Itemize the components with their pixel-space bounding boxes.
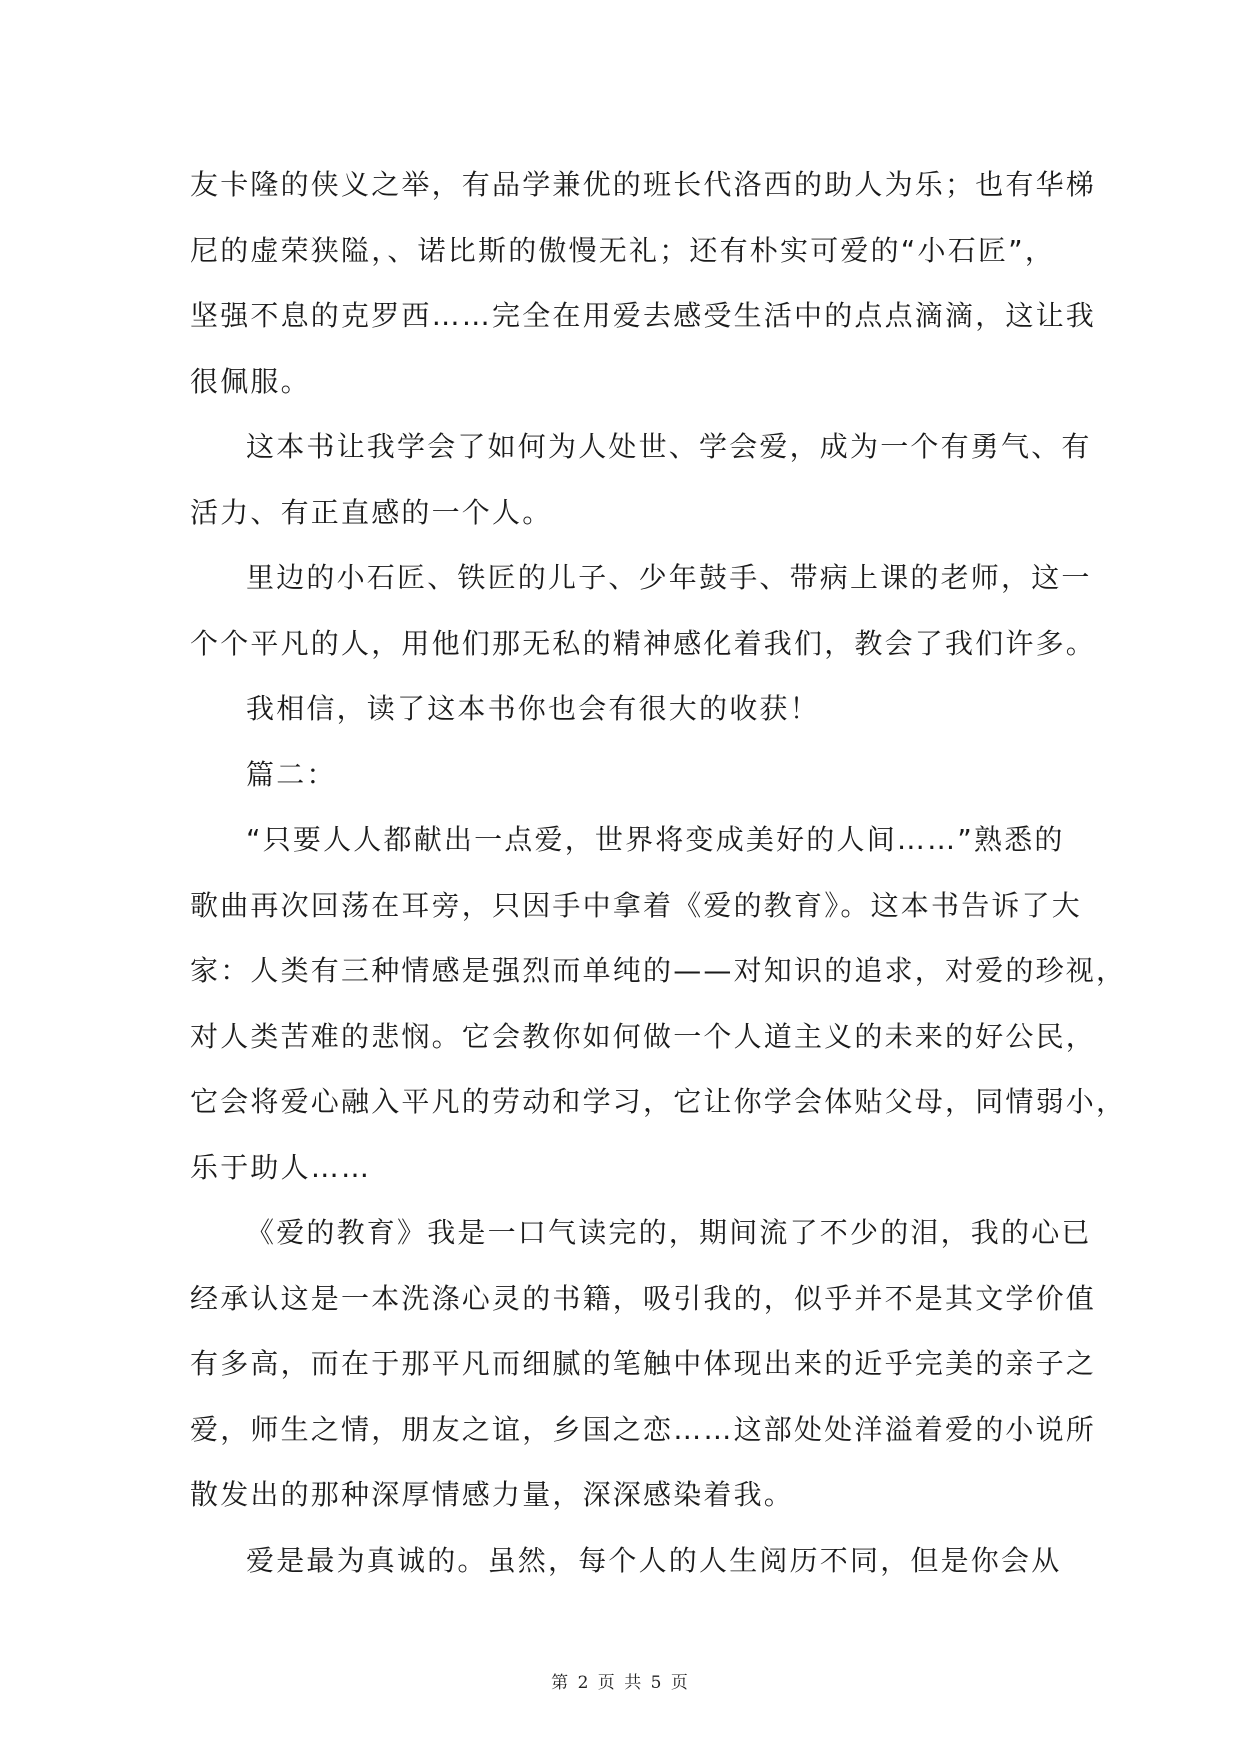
text-line: 爱，师生之情，朋友之谊，乡国之恋……这部处处洋溢着爱的小说所 xyxy=(190,1412,1097,1446)
page-number-footer: 第 2 页 共 5 页 xyxy=(551,1673,690,1693)
text-line: 对人类苦难的悲悯。它会教你如何做一个人道主义的未来的好公民， xyxy=(190,1019,1097,1053)
text-line: 散发出的那种深厚情感力量，深深感染着我。 xyxy=(190,1478,795,1511)
text-line: “只要人人都献出一点爱，世界将变成美好的人间……”熟悉的 xyxy=(246,823,1065,856)
text-line: 活力、有正直感的一个人。 xyxy=(190,495,553,529)
text-line: 爱是最为真诚的。虽然，每个人的人生阅历不同，但是你会从 xyxy=(246,1543,1062,1577)
text-line: 友卡隆的侠义之举，有品学兼优的班长代洛西的助人为乐；也有华梯 xyxy=(190,168,1097,201)
text-line: 乐于助人…… xyxy=(190,1150,372,1184)
text-line: 我相信，读了这本书你也会有很大的收获！ xyxy=(246,692,820,725)
text-line: 里边的小石匠、铁匠的儿子、少年鼓手、带病上课的老师，这一 xyxy=(246,561,1092,594)
text-line: 坚强不息的克罗西……完全在用爱去感受生活中的点点滴滴，这让我 xyxy=(190,299,1097,332)
text-line: 家：人类有三种情感是强烈而单纯的——对知识的追求，对爱的珍视， xyxy=(190,954,1127,987)
text-line: 尼的虚荣狭隘，、诺比斯的傲慢无礼；还有朴实可爱的“小石匠”， xyxy=(190,233,1056,267)
text-line: 这本书让我学会了如何为人处世、学会爱，成为一个有勇气、有 xyxy=(246,430,1092,463)
text-line: 个个平凡的人，用他们那无私的精神感化着我们，教会了我们许多。 xyxy=(190,626,1097,660)
text-line: 《爱的教育》我是一口气读完的，期间流了不少的泪，我的心已 xyxy=(246,1216,1092,1249)
body-text xyxy=(190,152,1127,1593)
text-line: 经承认这是一本洗涤心灵的书籍，吸引我的，似乎并不是其文学价值 xyxy=(190,1281,1097,1315)
text-line: 它会将爱心融入平凡的劳动和学习，它让你学会体贴父母，同情弱小， xyxy=(190,1085,1127,1118)
text-line: 篇二： xyxy=(246,757,337,791)
text-line: 很佩服。 xyxy=(190,364,311,398)
text-line: 歌曲再次回荡在耳旁，只因手中拿着《爱的教育》。这本书告诉了大 xyxy=(190,888,1083,922)
text-line: 有多高，而在于那平凡而细腻的笔触中体现出来的近乎完美的亲子之 xyxy=(190,1347,1097,1380)
